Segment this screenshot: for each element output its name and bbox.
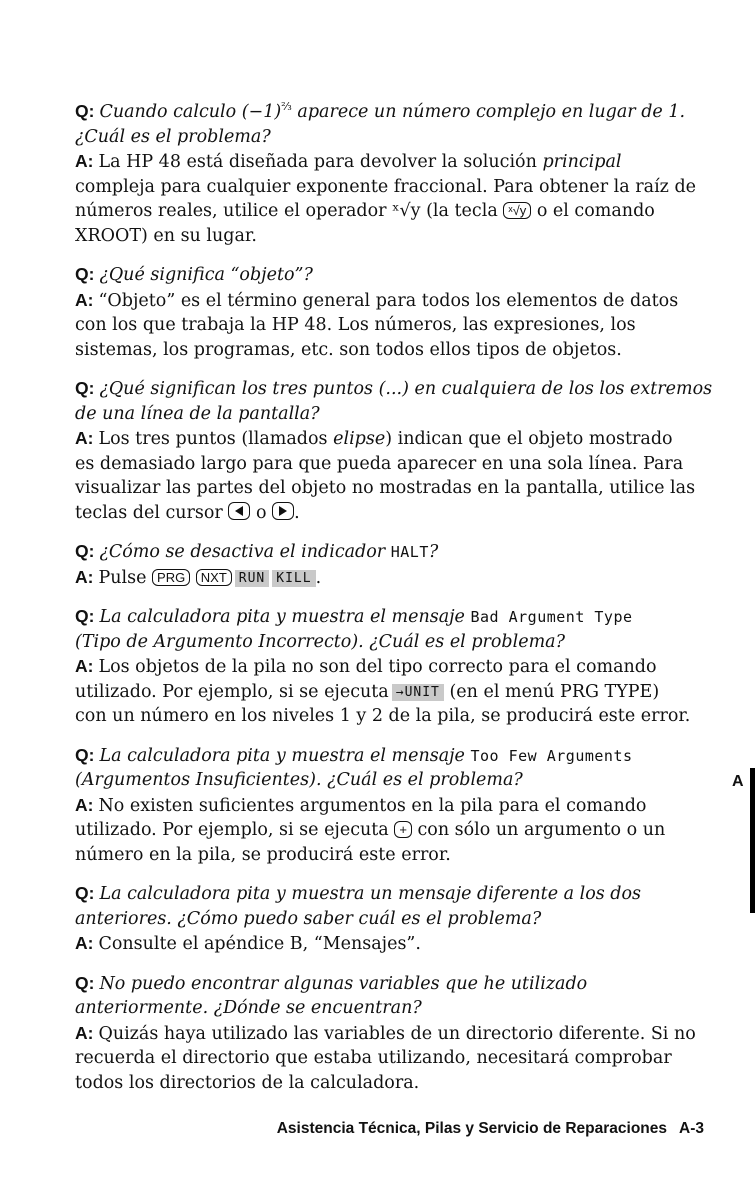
qa-item-complex-root (75, 95, 700, 248)
qa-item-other-message (75, 881, 700, 957)
answer-line: compleja para cualquier exponente fraccional. Para obtener la raíz de (75, 176, 697, 197)
appendix-tab-label: A (732, 773, 744, 790)
page-footer (277, 1120, 704, 1138)
qa-item-bad-argument (75, 604, 700, 729)
run-softkey: RUN (235, 570, 269, 587)
question-line: de una línea de la pantalla? (75, 403, 320, 424)
qa-item-ellipsis (75, 376, 713, 525)
q-label: Q: (75, 101, 95, 121)
answer-line: A: Consulte el apéndice B, “Mensajes”. (75, 933, 421, 954)
qa-item-halt (75, 539, 700, 590)
plus-key-icon: + (394, 821, 412, 838)
unit-softkey: →UNIT (392, 684, 444, 701)
answer-line: A: Los tres puntos (llamados elipse) indican que el objeto mostrado (75, 428, 673, 449)
qa-item-too-few (75, 743, 700, 868)
answer-line: con los que trabaja la HP 48. Los números, las expresiones, los (75, 315, 636, 335)
prg-key-icon: PRG (152, 569, 190, 586)
answer-line: sistemas, los programas, etc. son todos ellos tipos de objetos. (75, 339, 622, 360)
answer-line: todos los directorios de la calculadora. (75, 1072, 420, 1093)
question-line: Q: ¿Qué significa “objeto”? (75, 264, 313, 285)
answer-line: con un número en los niveles 1 y 2 de la pila, se producirá este error. (75, 706, 691, 726)
question-line: Q: Cuando calculo $(-1)^{\frac{2}{3}}$ aparece un número complejo en lugar de 1. (75, 100, 686, 122)
answer-line: A: La HP 48 está diseñada para devolver la solución principal (75, 151, 622, 172)
footer-title: Asistencia Técnica, Pilas y Servicio de Reparaciones (276, 1120, 668, 1137)
answer-line: teclas del cursor o . (75, 502, 300, 523)
xroot-operator: ˣ√y (392, 201, 421, 221)
appendix-tab-bar (750, 768, 755, 913)
answer-line: A: “Objeto” es el término general para todos los elementos de datos (75, 289, 679, 311)
page-number: A-3 (679, 1120, 704, 1137)
answer-line: recuerda el directorio que estaba utilizando, necesitará comprobar (75, 1048, 672, 1068)
kill-softkey: KILL (272, 570, 315, 587)
answer-line: A: Pulse PRG NXT RUN KILL . (75, 566, 322, 588)
halt-annunciator: HALT (390, 543, 429, 561)
error-message: Bad Argument Type (470, 608, 633, 626)
error-message: Too Few Arguments (470, 746, 633, 765)
answer-line: números reales, utilice el operador ˣ√y (la tecla ˣ√y o el comando (75, 201, 655, 221)
question-line: Q: La calculadora pita y muestra el mensaje Too Few Arguments (75, 744, 633, 766)
answer-line: es demasiado largo para que pueda aparecer en una sola línea. Para (75, 453, 684, 474)
question-line: Q: ¿Qué significan los tres puntos (...) en cualquiera de los los extremos (75, 378, 713, 399)
question-line: ¿Cuál es el problema? (75, 126, 271, 147)
cursor-right-key-icon (272, 502, 294, 520)
answer-line: A: Quizás haya utilizado las variables de un directorio diferente. Si no (75, 1022, 696, 1044)
question-line: Q: No puedo encontrar algunas variables que he utilizado (75, 972, 588, 994)
question-line: (Argumentos Insuficientes). ¿Cuál es el problema? (75, 770, 523, 790)
question-line: anteriormente. ¿Dónde se encuentran? (75, 998, 422, 1018)
qa-item-object (75, 262, 700, 362)
answer-line: utilizado. Por ejemplo, si se ejecuta + con sólo un argumento o un (75, 820, 666, 840)
xroot-key-icon: ˣ√y (503, 202, 531, 219)
question-line: Q: La calculadora pita y muestra un mensaje diferente a los dos (75, 883, 642, 904)
question-line: Q: ¿Cómo se desactiva el indicador HALT? (75, 541, 439, 562)
question-line: (Tipo de Argumento Incorrecto). ¿Cuál es el problema? (75, 631, 565, 652)
question-line: Q: La calculadora pita y muestra el mensaje Bad Argument Type (75, 606, 633, 627)
answer-line: XROOT) en su lugar. (75, 225, 257, 246)
a-label: A: (75, 151, 94, 171)
answer-line: visualizar las partes del objeto no mostradas en la pantalla, utilice las (75, 478, 696, 498)
answer-line: A: Los objetos de la pila no son del tipo correcto para el comando (75, 656, 657, 677)
answer-line: A: No existen suficientes argumentos en la pila para el comando (75, 794, 647, 816)
answer-line: utilizado. Por ejemplo, si se ejecuta →UNIT (en el menú PRG TYPE) (75, 681, 660, 702)
qa-content (75, 95, 713, 1109)
qa-item-variables (75, 971, 700, 1096)
question-line: anteriores. ¿Cómo puedo saber cuál es el problema? (75, 908, 542, 929)
nxt-key-icon: NXT (196, 569, 232, 586)
cursor-left-key-icon (228, 502, 250, 520)
answer-line: número en la pila, se producirá este error. (75, 844, 451, 865)
